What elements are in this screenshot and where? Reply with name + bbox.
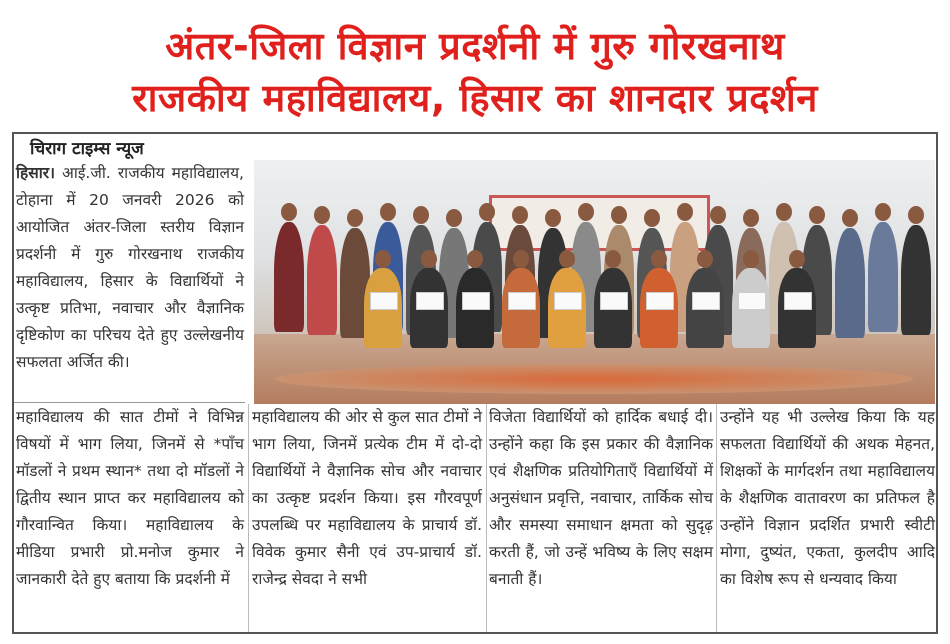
- paragraph-intro: आई.जी. राजकीय महाविद्यालय, टोहाना में 20 जनवरी 2026 को आयोजित अंतर-जिला स्तरीय विज्ञान प्रदर्शनी में गुरु गोरखनाथ राजकीय महाविद्यालय, हिसार के विद्यार्थियों ने उत्कृष्ट प्रतिभा, नवाचार और वैज्ञानिक दृष्टिकोण का परिचय देते हुए उल्लेखनीय सफलता अर्जित की।: [16, 164, 244, 371]
- photo-person-standing: [274, 222, 304, 332]
- group-photo: [254, 160, 935, 404]
- photo-person-head: [842, 209, 858, 227]
- article-column-1-intro: [16, 160, 244, 376]
- photo-person-head: [743, 209, 759, 227]
- photo-person-head: [697, 250, 713, 268]
- photo-person-head: [809, 206, 825, 224]
- photo-certificate: [784, 292, 812, 310]
- column-divider: [14, 402, 245, 403]
- photo-person-head: [314, 206, 330, 224]
- article-column-2: महाविद्यालय की ओर से कुल सात टीमों ने भाग लिया, जिनमें प्रत्येक टीम में दो-दो विद्यार्थियों ने वैज्ञानिक सोच और नवाचार का उत्कृष्ट प्रदर्शन किया। इस गौरवपूर्ण उपलब्धि पर महाविद्यालय के प्राचार्य डॉ. विवेक कुमार सैनी एवं उप-प्राचार्य डॉ. राजेन्द्र सेवदा ने सभी: [252, 408, 482, 588]
- photo-person-standing: [868, 222, 898, 332]
- photo-rangoli: [274, 364, 914, 394]
- photo-certificate: [692, 292, 720, 310]
- photo-person-head: [578, 203, 594, 221]
- photo-certificate: [370, 292, 398, 310]
- photo-person-head: [446, 209, 462, 227]
- photo-person-head: [605, 250, 621, 268]
- photo-certificate: [554, 292, 582, 310]
- photo-person-head: [479, 203, 495, 221]
- article-column-4: उन्होंने यह भी उल्लेख किया कि यह सफलता विद्यार्थियों की अथक मेहनत, शिक्षकों के मार्गदर्शन तथा महाविद्यालय के शैक्षणिक वातावरण का प्रतिफल है उन्होंने विज्ञान प्रदर्शित प्रभारी स्वीटी मोगा, दुष्यंत, एकता, कुलदीप आदि का विशेष रूप से धन्यवाद किया: [720, 408, 935, 588]
- dateline-place: हिसार।: [16, 164, 55, 182]
- headline-line-2: राजकीय महाविद्यालय, हिसार का शानदार प्रदर्शन: [132, 76, 818, 120]
- photo-person-head: [421, 250, 437, 268]
- photo-person-standing: [901, 225, 931, 335]
- photo-person-head: [644, 209, 660, 227]
- photo-person-head: [380, 203, 396, 221]
- column-divider: [248, 404, 249, 632]
- column-divider: [486, 404, 487, 632]
- photo-person-head: [559, 250, 575, 268]
- photo-person-head: [710, 206, 726, 224]
- photo-person-head: [281, 203, 297, 221]
- article-column-3: विजेता विद्यार्थियों को हार्दिक बधाई दी। उन्होंने कहा कि इस प्रकार की वैज्ञानिक एवं शैक्षणिक प्रतियोगिताएँ विद्यार्थियों में अनुसंधान प्रवृत्ति, नवाचार, तार्किक सोच और समस्या समाधान क्षमता को सुदृढ़ करती हैं, जो उन्हें भविष्य के लिए सक्षम बनाती हैं।: [489, 408, 713, 588]
- photo-person-head: [677, 203, 693, 221]
- photo-certificate: [600, 292, 628, 310]
- photo-person-head: [875, 203, 891, 221]
- photo-person-head: [467, 250, 483, 268]
- column-divider: [716, 404, 717, 632]
- photo-certificate: [738, 292, 766, 310]
- photo-person-head: [611, 206, 627, 224]
- photo-person-head: [375, 250, 391, 268]
- photo-person-head: [513, 250, 529, 268]
- photo-certificate: [646, 292, 674, 310]
- photo-person-head: [776, 203, 792, 221]
- article-column-1-continued: महाविद्यालय की सात टीमों ने विभिन्न विषयों में भाग लिया, जिनमें से *पाँच मॉडलों ने प्रथम स्थान* तथा दो मॉडलों ने द्वितीय स्थान प्राप्त कर महाविद्यालय को गौरवान्वित किया। महाविद्यालय के मीडिया प्रभारी प्रो.मनोज कुमार ने जानकारी देते हुए बताया कि प्रदर्शनी में: [16, 408, 244, 588]
- photo-person-standing: [307, 225, 337, 335]
- photo-person-head: [512, 206, 528, 224]
- headline-line-1: अंतर-जिला विज्ञान प्रदर्शनी में गुरु गोरखनाथ: [165, 24, 785, 68]
- photo-person-head: [413, 206, 429, 224]
- photo-person-standing: [835, 228, 865, 338]
- photo-person-head: [545, 209, 561, 227]
- photo-certificate: [462, 292, 490, 310]
- photo-person-head: [789, 250, 805, 268]
- byline: चिराग टाइम्स न्यूज: [30, 139, 144, 159]
- photo-person-head: [908, 206, 924, 224]
- photo-certificate: [508, 292, 536, 310]
- photo-certificate: [416, 292, 444, 310]
- photo-person-head: [743, 250, 759, 268]
- photo-person-head: [651, 250, 667, 268]
- photo-person-head: [347, 209, 363, 227]
